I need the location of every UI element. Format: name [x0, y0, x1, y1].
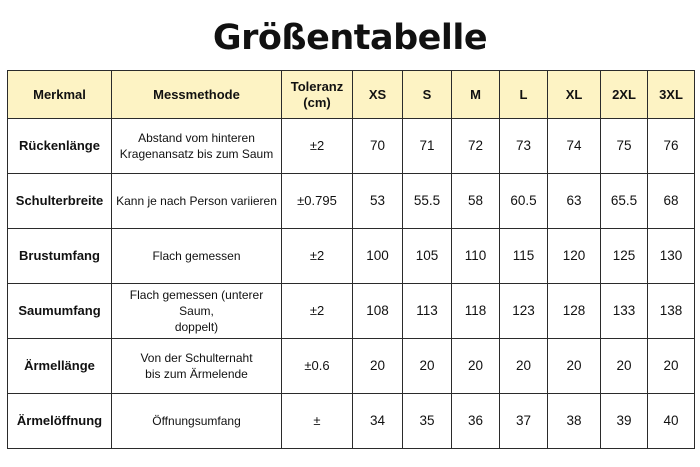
size-value-xs: 20	[353, 339, 403, 394]
header-method: Messmethode	[112, 71, 282, 119]
size-value-s: 113	[403, 284, 452, 339]
header-size-3xl: 3XL	[648, 71, 695, 119]
size-value-xs: 53	[353, 174, 403, 229]
size-value-l: 37	[500, 394, 548, 449]
header-size-s: S	[403, 71, 452, 119]
header-tolerance-label: Toleranz (cm)	[290, 78, 344, 110]
row-feature: Rückenlänge	[8, 119, 112, 174]
size-value-m: 118	[452, 284, 500, 339]
size-value-3xl: 138	[648, 284, 695, 339]
table-row	[8, 284, 695, 339]
row-tolerance: ±2	[282, 284, 353, 339]
table-row	[8, 174, 695, 229]
header-tolerance	[282, 71, 353, 119]
header-row	[8, 71, 695, 119]
size-value-2xl: 133	[601, 284, 648, 339]
size-value-xl: 63	[548, 174, 601, 229]
size-value-m: 58	[452, 174, 500, 229]
table-body	[8, 119, 695, 449]
size-value-s: 35	[403, 394, 452, 449]
size-value-xl: 74	[548, 119, 601, 174]
row-method: Flach gemessen (unterer Saum, doppelt)	[112, 284, 282, 339]
size-value-2xl: 20	[601, 339, 648, 394]
size-value-m: 20	[452, 339, 500, 394]
size-value-l: 73	[500, 119, 548, 174]
size-value-s: 71	[403, 119, 452, 174]
size-value-2xl: 125	[601, 229, 648, 284]
size-value-xl: 20	[548, 339, 601, 394]
row-tolerance: ±2	[282, 229, 353, 284]
page-title: Größentabelle	[212, 18, 488, 58]
size-value-xs: 100	[353, 229, 403, 284]
size-value-3xl: 68	[648, 174, 695, 229]
row-tolerance: ±2	[282, 119, 353, 174]
size-value-l: 123	[500, 284, 548, 339]
row-tolerance: ±	[282, 394, 353, 449]
row-tolerance: ±0.795	[282, 174, 353, 229]
size-value-2xl: 39	[601, 394, 648, 449]
table-row	[8, 229, 695, 284]
size-value-xl: 128	[548, 284, 601, 339]
table-row	[8, 394, 695, 449]
row-method: Kann je nach Person variieren	[112, 174, 282, 229]
header-size-l: L	[500, 71, 548, 119]
row-feature: Brustumfang	[8, 229, 112, 284]
size-value-3xl: 20	[648, 339, 695, 394]
size-chart-table	[7, 70, 695, 449]
size-value-m: 72	[452, 119, 500, 174]
size-value-l: 115	[500, 229, 548, 284]
size-value-2xl: 65.5	[601, 174, 648, 229]
size-value-xs: 34	[353, 394, 403, 449]
header-size-m: M	[452, 71, 500, 119]
row-method: Von der Schulternaht bis zum Ärmelende	[112, 339, 282, 394]
size-value-s: 105	[403, 229, 452, 284]
table-row	[8, 119, 695, 174]
row-method: Öffnungsumfang	[112, 394, 282, 449]
size-value-l: 60.5	[500, 174, 548, 229]
row-method: Flach gemessen	[112, 229, 282, 284]
size-value-s: 20	[403, 339, 452, 394]
size-value-3xl: 76	[648, 119, 695, 174]
size-value-l: 20	[500, 339, 548, 394]
size-value-xl: 38	[548, 394, 601, 449]
header-size-xl: XL	[548, 71, 601, 119]
size-value-2xl: 75	[601, 119, 648, 174]
row-feature: Schulterbreite	[8, 174, 112, 229]
row-feature: Ärmelöffnung	[8, 394, 112, 449]
size-value-s: 55.5	[403, 174, 452, 229]
row-tolerance: ±0.6	[282, 339, 353, 394]
row-method: Abstand vom hinteren Kragenansatz bis zum Saum	[112, 119, 282, 174]
header-size-xs: XS	[353, 71, 403, 119]
size-value-3xl: 130	[648, 229, 695, 284]
header-size-2xl: 2XL	[601, 71, 648, 119]
size-value-xs: 70	[353, 119, 403, 174]
size-value-m: 110	[452, 229, 500, 284]
size-value-xl: 120	[548, 229, 601, 284]
size-value-xs: 108	[353, 284, 403, 339]
table-row	[8, 339, 695, 394]
size-value-3xl: 40	[648, 394, 695, 449]
size-value-m: 36	[452, 394, 500, 449]
row-feature: Saumumfang	[8, 284, 112, 339]
header-feature: Merkmal	[8, 71, 112, 119]
row-feature: Ärmellänge	[8, 339, 112, 394]
